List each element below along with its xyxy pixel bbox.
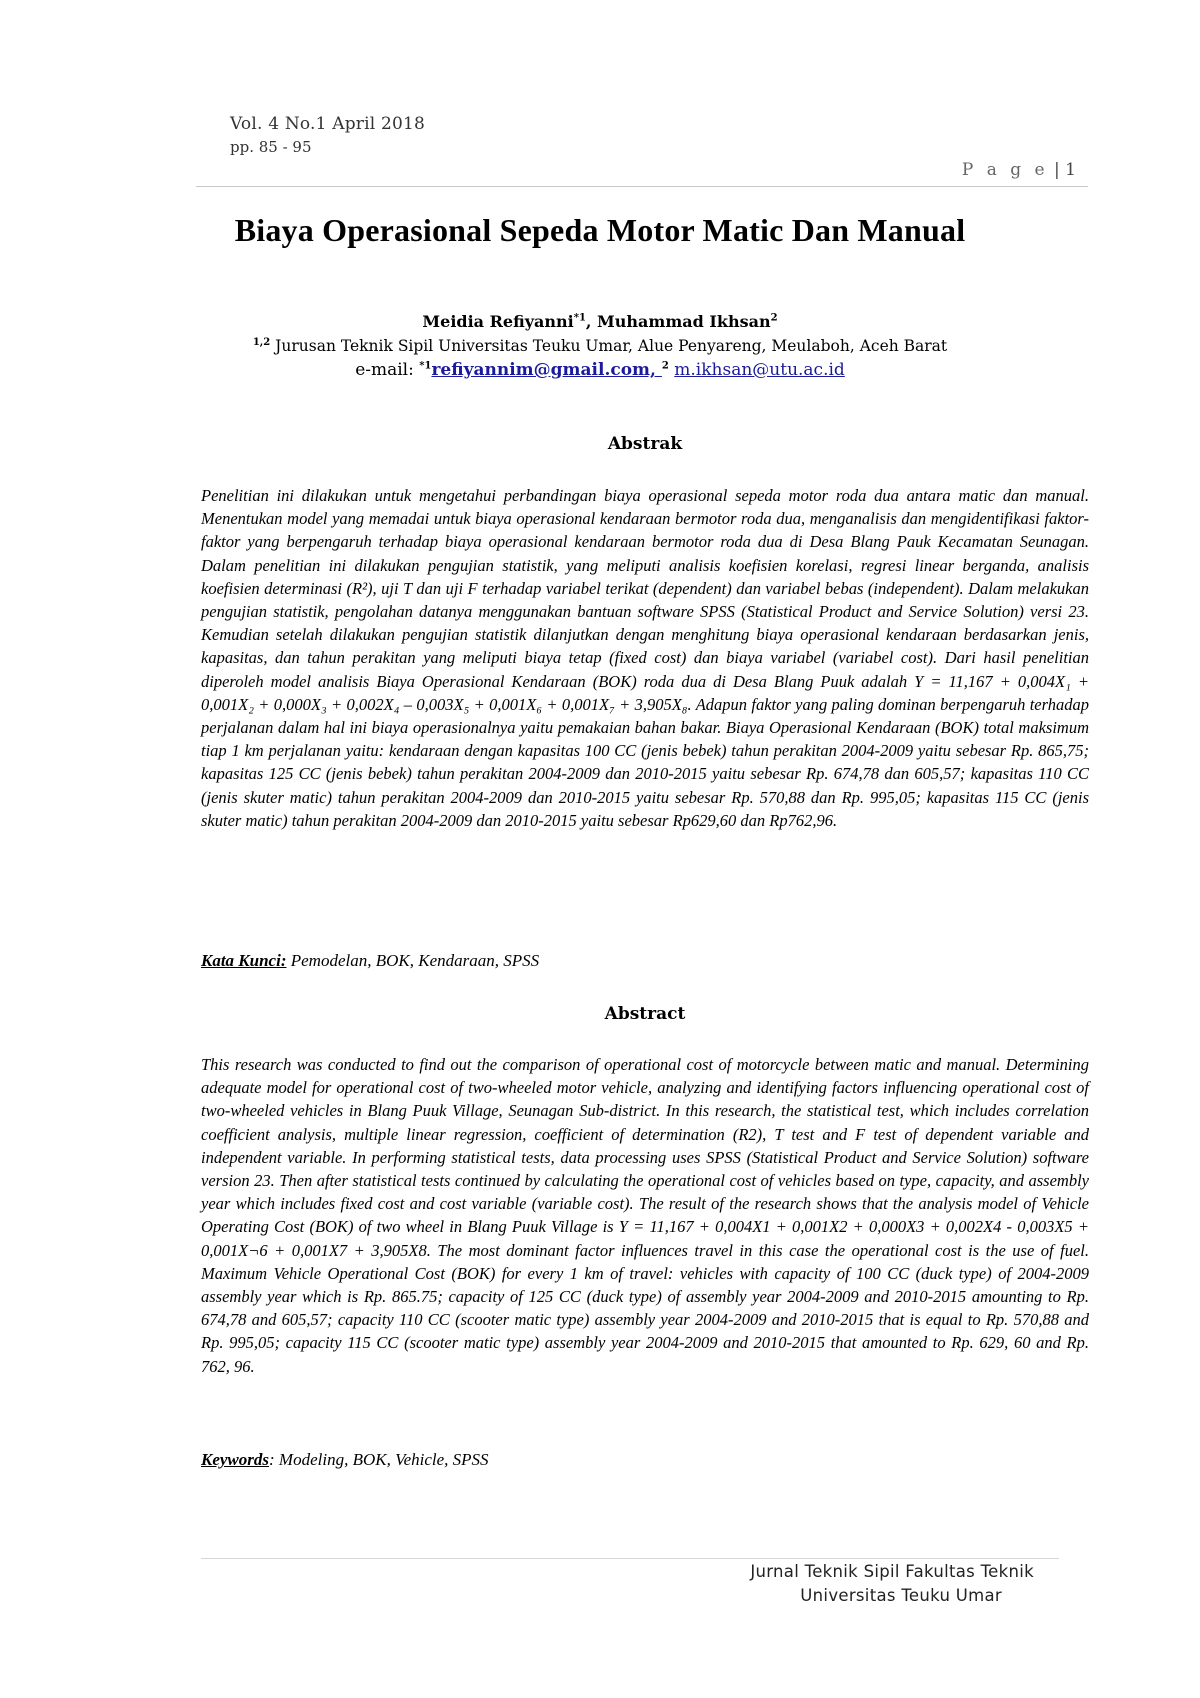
email-link-1[interactable]: refiyannim@gmail.com, (431, 360, 662, 380)
keywords-label: Keywords (201, 1450, 269, 1469)
page-range: pp. 85 - 95 (230, 138, 312, 156)
email-1-sup: *1 (419, 360, 432, 372)
abstract-heading: Abstract (604, 1004, 686, 1024)
author-1-sup: *1 (573, 312, 586, 324)
header-divider (196, 186, 1088, 187)
authors-line (0, 312, 1200, 331)
kata-kunci-label: Kata Kunci: (201, 951, 287, 970)
affiliation-sup: 1,2 (252, 337, 271, 348)
page-label: P a g e (961, 160, 1049, 180)
author-separator: , (585, 312, 598, 331)
email-2-sup: 2 (661, 360, 669, 372)
footer-divider (201, 1558, 1059, 1559)
kata-kunci-values: Pemodelan, BOK, Kendaraan, SPSS (286, 951, 540, 970)
author-2-sup: 2 (770, 312, 778, 324)
abstrak-body: Penelitian ini dilakukan untuk mengetahui perbandingan biaya operasional sepeda motor roda dua antara matic dan manual. Menentukan model yang memadai untuk biaya operasional kendaraan bermotor roda dua, menganalisis dan mengidentifikasi faktor-faktor yang berpengaruh terhadap biaya operasional kendaraan bermotor roda dua di Desa Blang Pauk Kecamatan Seunagan. Dalam penelitian ini dilakukan pengujian statistik, yang meliputi analisis koefisien korelasi, regresi linear berganda, analisis koefisien determinasi (R²), uji T dan uji F terhadap variabel terikat (dependent) dan variabel bebas (independent). Dalam melakukan pengujian statistik, pengolahan datanya menggunakan bantuan software SPSS (Statistical Product and Service Solution) versi 23. Kemudian setelah dilakukan pengujian statistik dilanjutkan dengan menghitung biaya operasional kendaraan berdasarkan jenis, kapasitas, dan tahun perakitan yang meliputi biaya tetap (fixed cost) dan biaya variabel (variabel cost). Dari hasil penelitian diperoleh model analisis Biaya Operasional Kendaraan (BOK) roda dua di Desa Blang Puuk adalah Y = 11,167 + 0,004X₁ + 0,001X₂ + 0,000X₃ + 0,002X₄ – 0,003X₅ + 0,001X₆ + 0,001X₇ + 3,905X₈. Adapun faktor yang paling dominan berpengaruh terhadap perjalanan dalam hal ini biaya operasionalnya yaitu pemakaian bahan bakar. Biaya Operasional Kendaraan (BOK) total maksimum tiap 1 km perjalanan yaitu: kendaraan dengan kapasitas 100 CC (jenis bebek) tahun perakitan 2004-2009 yaitu sebesar Rp. 865,75; kapasitas 125 CC (jenis bebek) tahun perakitan 2004-2009 dan 2010-2015 yaitu sebesar Rp. 674,78 dan 605,57; kapasitas 110 CC (jenis skuter matic) tahun perakitan 2004-2009 dan 2010-2015 yaitu sebesar Rp. 570,88 dan Rp. 995,05; kapasitas 115 CC (jenis skuter matic) tahun perakitan 2004-2009 dan 2010-2015 yaitu sebesar Rp629,60 dan Rp762,96. (201, 486, 1089, 830)
page-separator: | (1048, 160, 1066, 180)
email-link-2[interactable]: m.ikhsan@utu.ac.id (674, 360, 845, 380)
affiliation-text: Jurusan Teknik Sipil Universitas Teuku Umar, Alue Penyareng, Meulaboh, Aceh Barat (270, 337, 948, 356)
email-label: e-mail: (355, 360, 420, 380)
journal-volume: Vol. 4 No.1 April 2018 (230, 114, 426, 134)
footer-journal-line-1: Jurnal Teknik Sipil Fakultas Teknik (750, 1562, 1034, 1581)
author-1: Meidia Refiyanni (422, 312, 574, 331)
page-number: 1 (1065, 160, 1076, 180)
kata-kunci-line (201, 951, 539, 971)
keywords-line (201, 1450, 489, 1470)
page-number-label (962, 160, 1076, 180)
author-2: Muhammad Ikhsan (597, 312, 771, 331)
abstrak-heading: Abstrak (607, 434, 683, 454)
keywords-values: : Modeling, BOK, Vehicle, SPSS (269, 1450, 489, 1469)
abstract-body: This research was conducted to find out the comparison of operational cost of motorcycle between matic and manual. Determining adequate model for operational cost of two-wheeled motor vehicle, analyzing and identifying factors influencing operational cost of two-wheeled vehicles in Blang Puuk Village, Seunagan Sub-district. In this research, the statistical test, which includes correlation coefficient analysis, multiple linear regression, coefficient of determination (R2), T test and F test of dependent variable and independent variable. In performing statistical tests, data processing uses SPSS (Statistical Product and Service Solution) software version 23. Then after statistical tests continued by calculating the operational cost of vehicles based on type, capacity, and assembly year which includes fixed cost and cost variable (variable cost). The result of the research shows that the analysis model of Vehicle Operating Cost (BOK) of two wheel in Blang Puuk Village is Y = 11,167 + 0,004X1 + 0,001X2 + 0,000X3 + 0,002X4 - 0,003X5 + 0,001X¬6 + 0,001X7 + 3,905X8. The most dominant factor influences travel in this case the operational cost is the use of fuel. Maximum Vehicle Operational Cost (BOK) for every 1 km of travel: vehicles with capacity of 100 CC (duck type) of 2004-2009 assembly year which is Rp. 865.75; capacity of 125 CC (duck type) of assembly year 2004-2009 and 2010-2015 amounting to Rp. 674,78 and 605,57; capacity 110 CC (scooter matic type) assembly year 2004-2009 and 2010-2015 that is equal to Rp. 570,88 and Rp. 995,05; capacity 115 CC (scooter matic type) assembly year 2004-2009 and 2010-2015 that amounted to Rp. 629, 60 and Rp. 762, 96. (201, 1055, 1089, 1376)
email-line (0, 360, 1200, 380)
paper-title: Biaya Operasional Sepeda Motor Matic Dan Manual (234, 212, 966, 248)
footer-journal-line-2: Universitas Teuku Umar (800, 1586, 1002, 1605)
affiliation-line (0, 337, 1200, 355)
